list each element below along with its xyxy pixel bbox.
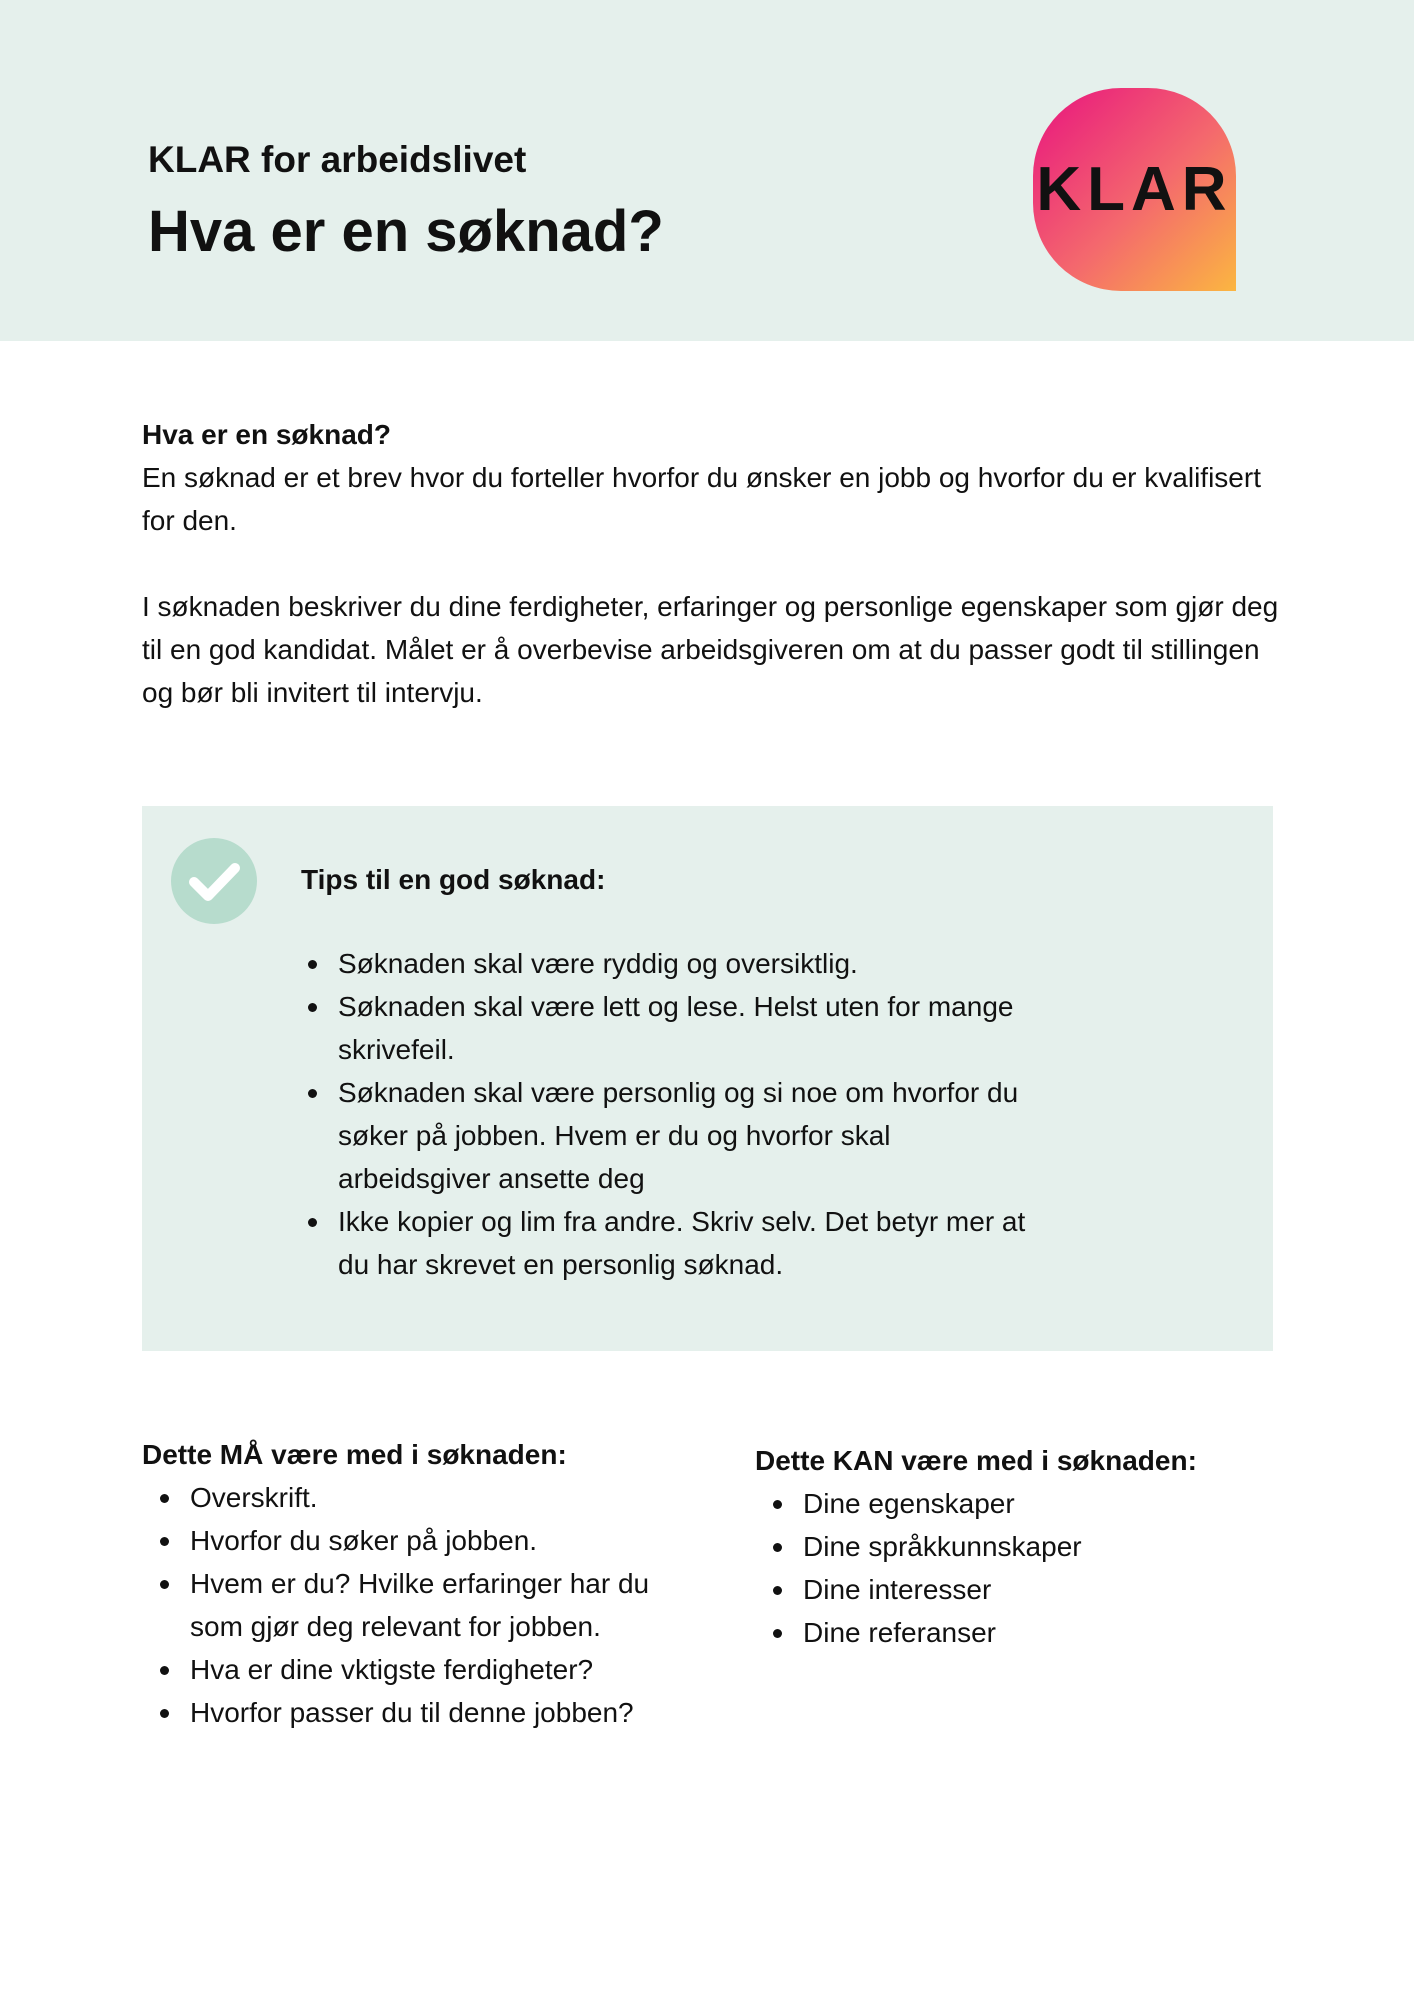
header-subtitle: KLAR for arbeidslivet	[148, 139, 527, 180]
can-include-list	[755, 1482, 1275, 1654]
intro-section	[142, 413, 1282, 714]
header-banner	[0, 0, 1414, 341]
list-item: Dine egenskaper	[803, 1482, 1275, 1525]
intro-heading: Hva er en søknad?	[142, 419, 391, 450]
klar-logo	[1033, 88, 1236, 291]
list-item: Ikke kopier og lim fra andre. Skriv selv. Det betyr mer at du har skrevet en personlig søknad.	[338, 1200, 1038, 1286]
list-item: Dine interesser	[803, 1568, 1275, 1611]
can-include-section	[755, 1439, 1275, 1654]
tips-box	[142, 806, 1273, 1351]
must-include-title: Dette MÅ være med i søknaden:	[142, 1439, 567, 1470]
list-item: Søknaden skal være lett og lese. Helst uten for mange skrivefeil.	[338, 985, 1038, 1071]
intro-paragraph-1: En søknad er et brev hvor du forteller hvorfor du ønsker en jobb og hvorfor du er kvalifisert for den.	[142, 462, 1261, 536]
list-item: Søknaden skal være ryddig og oversiktlig.	[338, 942, 1038, 985]
paragraph-spacer	[142, 542, 1282, 585]
list-item: Dine referanser	[803, 1611, 1275, 1654]
must-include-section	[142, 1433, 702, 1734]
list-item: Overskrift.	[190, 1476, 670, 1519]
tips-title: Tips til en god søknad:	[301, 864, 606, 895]
list-item: Hva er dine vktigste ferdigheter?	[190, 1648, 670, 1691]
check-circle-icon	[171, 838, 257, 924]
can-include-title: Dette KAN være med i søknaden:	[755, 1445, 1197, 1476]
page-title: Hva er en søknad?	[148, 199, 664, 264]
list-item: Hvorfor du søker på jobben.	[190, 1519, 670, 1562]
intro-paragraph-2: I søknaden beskriver du dine ferdigheter, erfaringer og personlige egenskaper som gjør deg til en god kandidat. Målet er å overbevise arbeidsgiveren om at du passer godt til stillingen og bør bli invitert til intervju.	[142, 591, 1279, 708]
list-item: Søknaden skal være personlig og si noe om hvorfor du søker på jobben. Hvem er du og hvorfor skal arbeidsgiver ansette deg	[338, 1071, 1038, 1200]
list-item: Hvorfor passer du til denne jobben?	[190, 1691, 670, 1734]
logo-text: KLAR	[1036, 155, 1233, 224]
list-item: Hvem er du? Hvilke erfaringer har du som gjør deg relevant for jobben.	[190, 1562, 670, 1648]
tips-list	[338, 942, 1038, 1286]
list-item: Dine språkkunnskaper	[803, 1525, 1275, 1568]
must-include-list	[142, 1476, 670, 1734]
